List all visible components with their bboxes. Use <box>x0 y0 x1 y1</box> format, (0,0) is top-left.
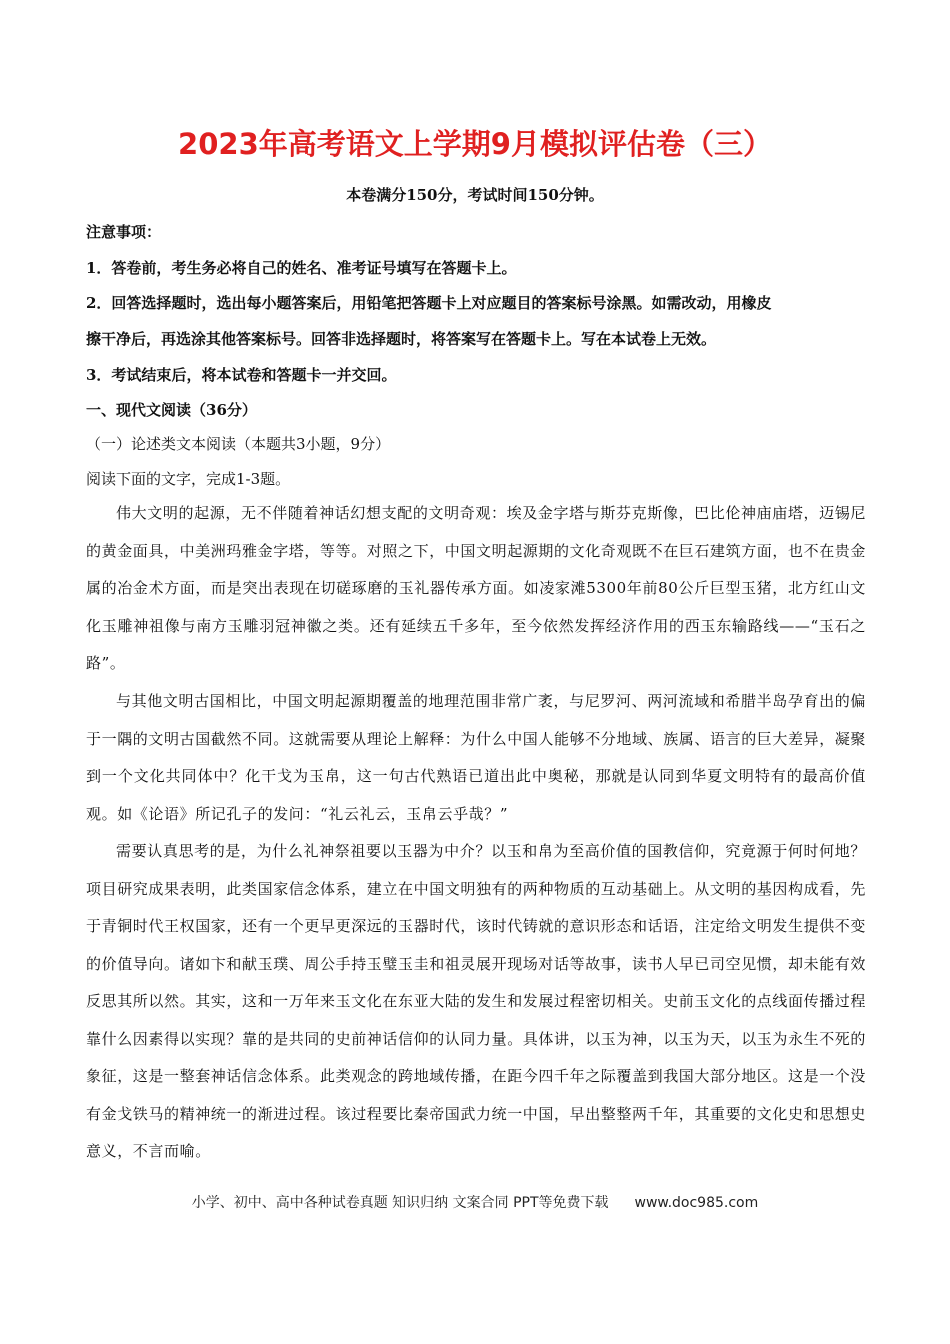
page-footer <box>0 1192 950 1212</box>
exam-subtitle: 本卷满分150分，考试时间150分钟。 <box>346 186 604 204</box>
section-subheading: （一）论述类文本阅读（本题共3小题，9分） <box>86 435 391 453</box>
note-item-3: 3．考试结束后，将本试卷和答题卡一并交回。 <box>86 366 397 384</box>
note-item-2: 2．回答选择题时，选出每小题答案后，用铅笔把答题卡上对应题目的答案标号涂黑。如需改动，用橡皮 <box>86 294 772 312</box>
notes-heading: 注意事项： <box>86 223 162 241</box>
footer-url: www.doc985.com <box>634 1195 759 1211</box>
reading-instruction: 阅读下面的文字，完成1-3题。 <box>86 470 291 488</box>
note-item-1: 1．答卷前，考生务必将自己的姓名、准考证号填写在答题卡上。 <box>86 259 517 277</box>
section-heading: 一、现代文阅读（36分） <box>86 401 257 419</box>
passage-paragraph-2: 与其他文明古国相比，中国文明起源期覆盖的地理范围非常广袤，与尼罗河、两河流域和希腊半岛孕育出的偏于一隅的文明古国截然不同。这就需要从理论上解释：为什么中国人能够不分地域、族属、语言的巨大差异，凝聚到一个文化共同体中？化干戈为玉帛，这一句古代熟语已道出此中奥秘，那就是认同到华夏文明特有的最高价值观。如《论语》所记孔子的发问：“礼云礼云，玉帛云乎哉？” <box>86 692 867 823</box>
passage-paragraph-1: 伟大文明的起源，无不伴随着神话幻想支配的文明奇观：埃及金字塔与斯芬克斯像，巴比伦神庙庙塔，迈锡尼的黄金面具，中美洲玛雅金字塔，等等。对照之下，中国文明起源期的文化奇观既不在巨石建筑方面，也不在贵金属的冶金术方面，而是突出表现在切磋琢磨的玉礼器传承方面。如凌家滩5300年前80公斤巨型玉猪，北方红山文化玉雕神祖像与南方玉雕羽冠神徽之类。还有延续五千多年，至今依然发挥经济作用的西玉东输路线——“玉石之路”。 <box>86 504 867 672</box>
passage-paragraph-3: 需要认真思考的是，为什么礼神祭祖要以玉器为中介？以玉和帛为至高价值的国教信仰，究竟源于何时何地？项目研究成果表明，此类国家信念体系，建立在中国文明独有的两种物质的互动基础上。从文明的基因构成看，先于青铜时代王权国家，还有一个更早更深远的玉器时代，该时代铸就的意识形态和话语，注定给文明发生提供不变的价值导向。诸如卞和献玉璞、周公手持玉璧玉圭和祖灵展开现场对话等故事，读书人早已司空见惯，却未能有效反思其所以然。其实，这和一万年来玉文化在东亚大陆的发生和发展过程密切相关。史前玉文化的点线面传播过程靠什么因素得以实现？靠的是共同的史前神话信仰的认同力量。具体讲，以玉为神，以玉为天，以玉为永生不死的象征，这是一整套神话信念体系。此类观念的跨地域传播，在距今四千年之际覆盖到我国大部分地区。这是一个没有金戈铁马的精神统一的渐进过程。该过程要比秦帝国武力统一中国，早出整整两千年，其重要的文化史和思想史意义，不言而喻。 <box>86 842 867 1160</box>
note-item-2-continued: 擦干净后，再选涂其他答案标号。回答非选择题时，将答案写在答题卡上。写在本试卷上无效。 <box>86 330 717 348</box>
footer-text: 小学、初中、高中各种试卷真题 知识归纳 文案合同 PPT等免费下载 <box>191 1195 609 1211</box>
exam-title: 2023年高考语文上学期9月模拟评估卷（三） <box>178 127 772 161</box>
